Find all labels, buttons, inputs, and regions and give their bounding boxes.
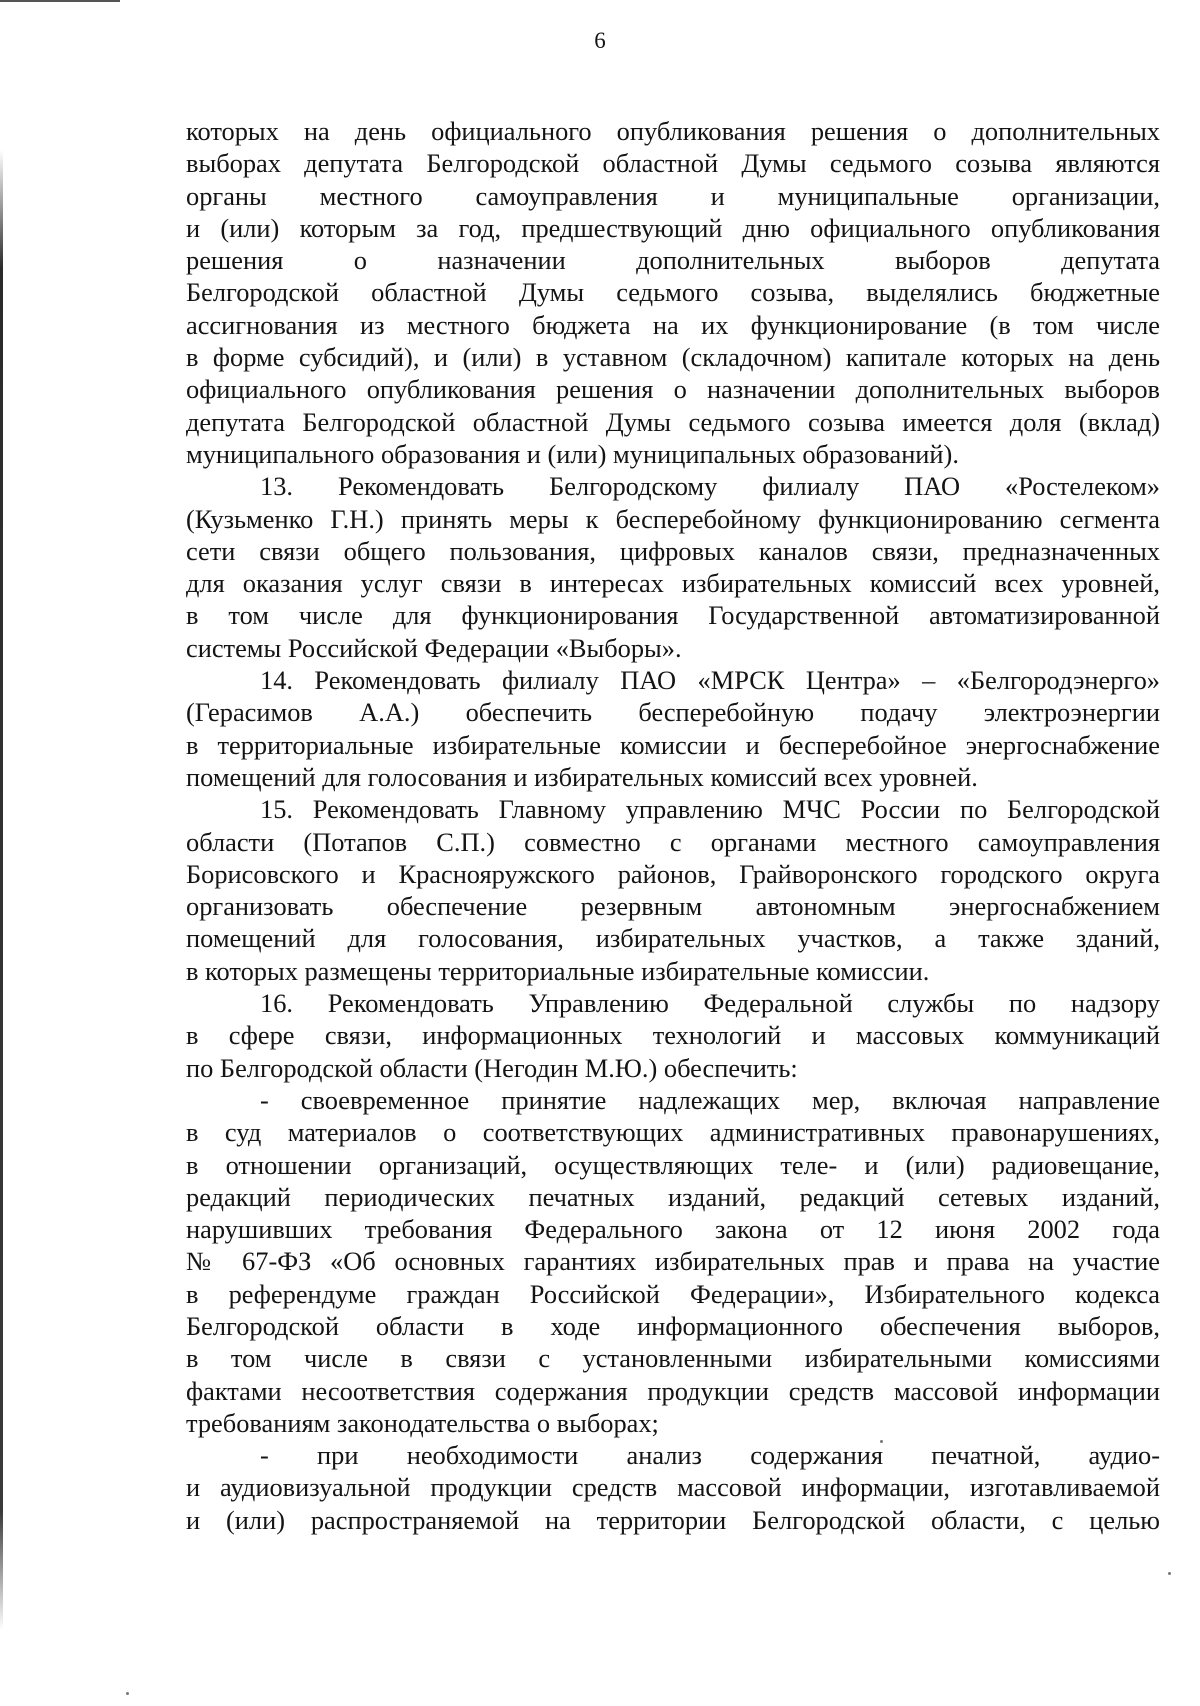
text-line: (Кузьменко Г.Н.) принять меры к бесперебойному функционированию сегмента xyxy=(186,503,1160,534)
text-line: органы местного самоуправления и муниципальные организации, xyxy=(186,180,1160,211)
text-line: Белгородской области в ходе информационного обеспечения выборов, xyxy=(186,1310,1160,1341)
text-line: фактами несоответствия содержания продукции средств массовой информации xyxy=(186,1375,1160,1406)
text-line: № 67-ФЗ «Об основных гарантиях избирательных прав и права на участие xyxy=(186,1246,1160,1277)
text-line: организовать обеспечение резервным автономным энергоснабжением xyxy=(186,891,1160,922)
text-line: - своевременное принятие надлежащих мер, включая направление xyxy=(260,1084,1160,1115)
text-line: решения о назначении дополнительных выборов депутата xyxy=(186,245,1160,276)
text-line: 14. Рекомендовать филиалу ПАО «МРСК Центра» – «Белгородэнерго» xyxy=(260,665,1160,696)
text-line: 15. Рекомендовать Главному управлению МЧС России по Белгородской xyxy=(260,794,1160,825)
text-line: и (или) которым за год, предшествующий дню официального опубликования xyxy=(186,212,1160,243)
page-number: 6 xyxy=(594,28,606,53)
text-line: муниципального образования и (или) муниципальных образований). xyxy=(186,438,959,469)
text-line: помещений для голосования и избирательных комиссий всех уровней. xyxy=(186,761,978,792)
text-line: которых на день официального опубликования решения о дополнительных xyxy=(186,116,1160,146)
text-line: помещений для голосования, избирательных участков, а также зданий, xyxy=(186,923,1160,954)
text-line: официального опубликования решения о назначении дополнительных выборов xyxy=(186,374,1160,405)
text-line: ассигнования из местного бюджета на их функционирование (в том числе xyxy=(186,309,1160,340)
text-line: Белгородской областной Думы седьмого созыва, выделялись бюджетные xyxy=(186,277,1160,308)
text-line: в которых размещены территориальные избирательные комиссии. xyxy=(186,955,930,986)
text-line: области (Потапов С.П.) совместно с органами местного самоуправления xyxy=(186,826,1160,857)
text-line: 13. Рекомендовать Белгородскому филиалу ПАО «Ростелеком» xyxy=(260,471,1160,502)
text-line: в референдуме граждан Российской Федерации», Избирательного кодекса xyxy=(186,1278,1160,1309)
scan-artifact-left-edge xyxy=(0,150,3,1630)
text-line: в суд материалов о соответствующих административных правонарушениях, xyxy=(186,1117,1160,1148)
text-line: редакций периодических печатных изданий, редакций сетевых изданий, xyxy=(186,1181,1160,1212)
text-line: по Белгородской области (Негодин М.Ю.) обеспечить: xyxy=(186,1052,798,1083)
scan-artifact-dot xyxy=(1168,1572,1171,1575)
text-line: в территориальные избирательные комиссии и бесперебойное энергоснабжение xyxy=(186,729,1160,760)
text-line: 16. Рекомендовать Управлению Федеральной службы по надзору xyxy=(260,988,1160,1019)
text-line: системы Российской Федерации «Выборы». xyxy=(186,632,682,663)
text-line: сети связи общего пользования, цифровых каналов связи, предназначенных xyxy=(186,535,1160,566)
text-line: в том числе для функционирования Государственной автоматизированной xyxy=(186,600,1160,631)
text-line: в сфере связи, информационных технологий и массовых коммуникаций xyxy=(186,1020,1160,1051)
text-line: Борисовского и Краснояружского районов, Грайворонского городского округа xyxy=(186,858,1160,889)
text-line: в отношении организаций, осуществляющих теле- и (или) радиовещание, xyxy=(186,1149,1160,1180)
text-line: (Герасимов А.А.) обеспечить бесперебойную подачу электроэнергии xyxy=(186,697,1160,728)
text-line: - при необходимости анализ содержания печатной, аудио- xyxy=(260,1440,1160,1471)
text-line: в форме субсидий), и (или) в уставном (складочном) капитале которых на день xyxy=(186,342,1160,373)
scan-artifact-top-line xyxy=(0,0,120,2)
text-line: и аудиовизуальной продукции средств массовой информации, изготавливаемой xyxy=(186,1472,1160,1503)
text-line: нарушивших требования Федерального закона от 12 июня 2002 года xyxy=(186,1214,1160,1245)
scan-artifact-dot xyxy=(126,1692,129,1695)
text-line: депутата Белгородской областной Думы седьмого созыва имеется доля (вклад) xyxy=(186,406,1160,437)
text-line: для оказания услуг связи в интересах избирательных комиссий всех уровней, xyxy=(186,568,1160,599)
text-line: и (или) распространяемой на территории Белгородской области, с целью xyxy=(186,1504,1160,1535)
text-line: требованиям законодательства о выборах; xyxy=(186,1407,659,1438)
text-line: в том числе в связи с установленными избирательными комиссиями xyxy=(186,1343,1160,1374)
document-body xyxy=(186,115,1160,1536)
text-line: выборах депутата Белгородской областной Думы седьмого созыва являются xyxy=(186,148,1160,179)
